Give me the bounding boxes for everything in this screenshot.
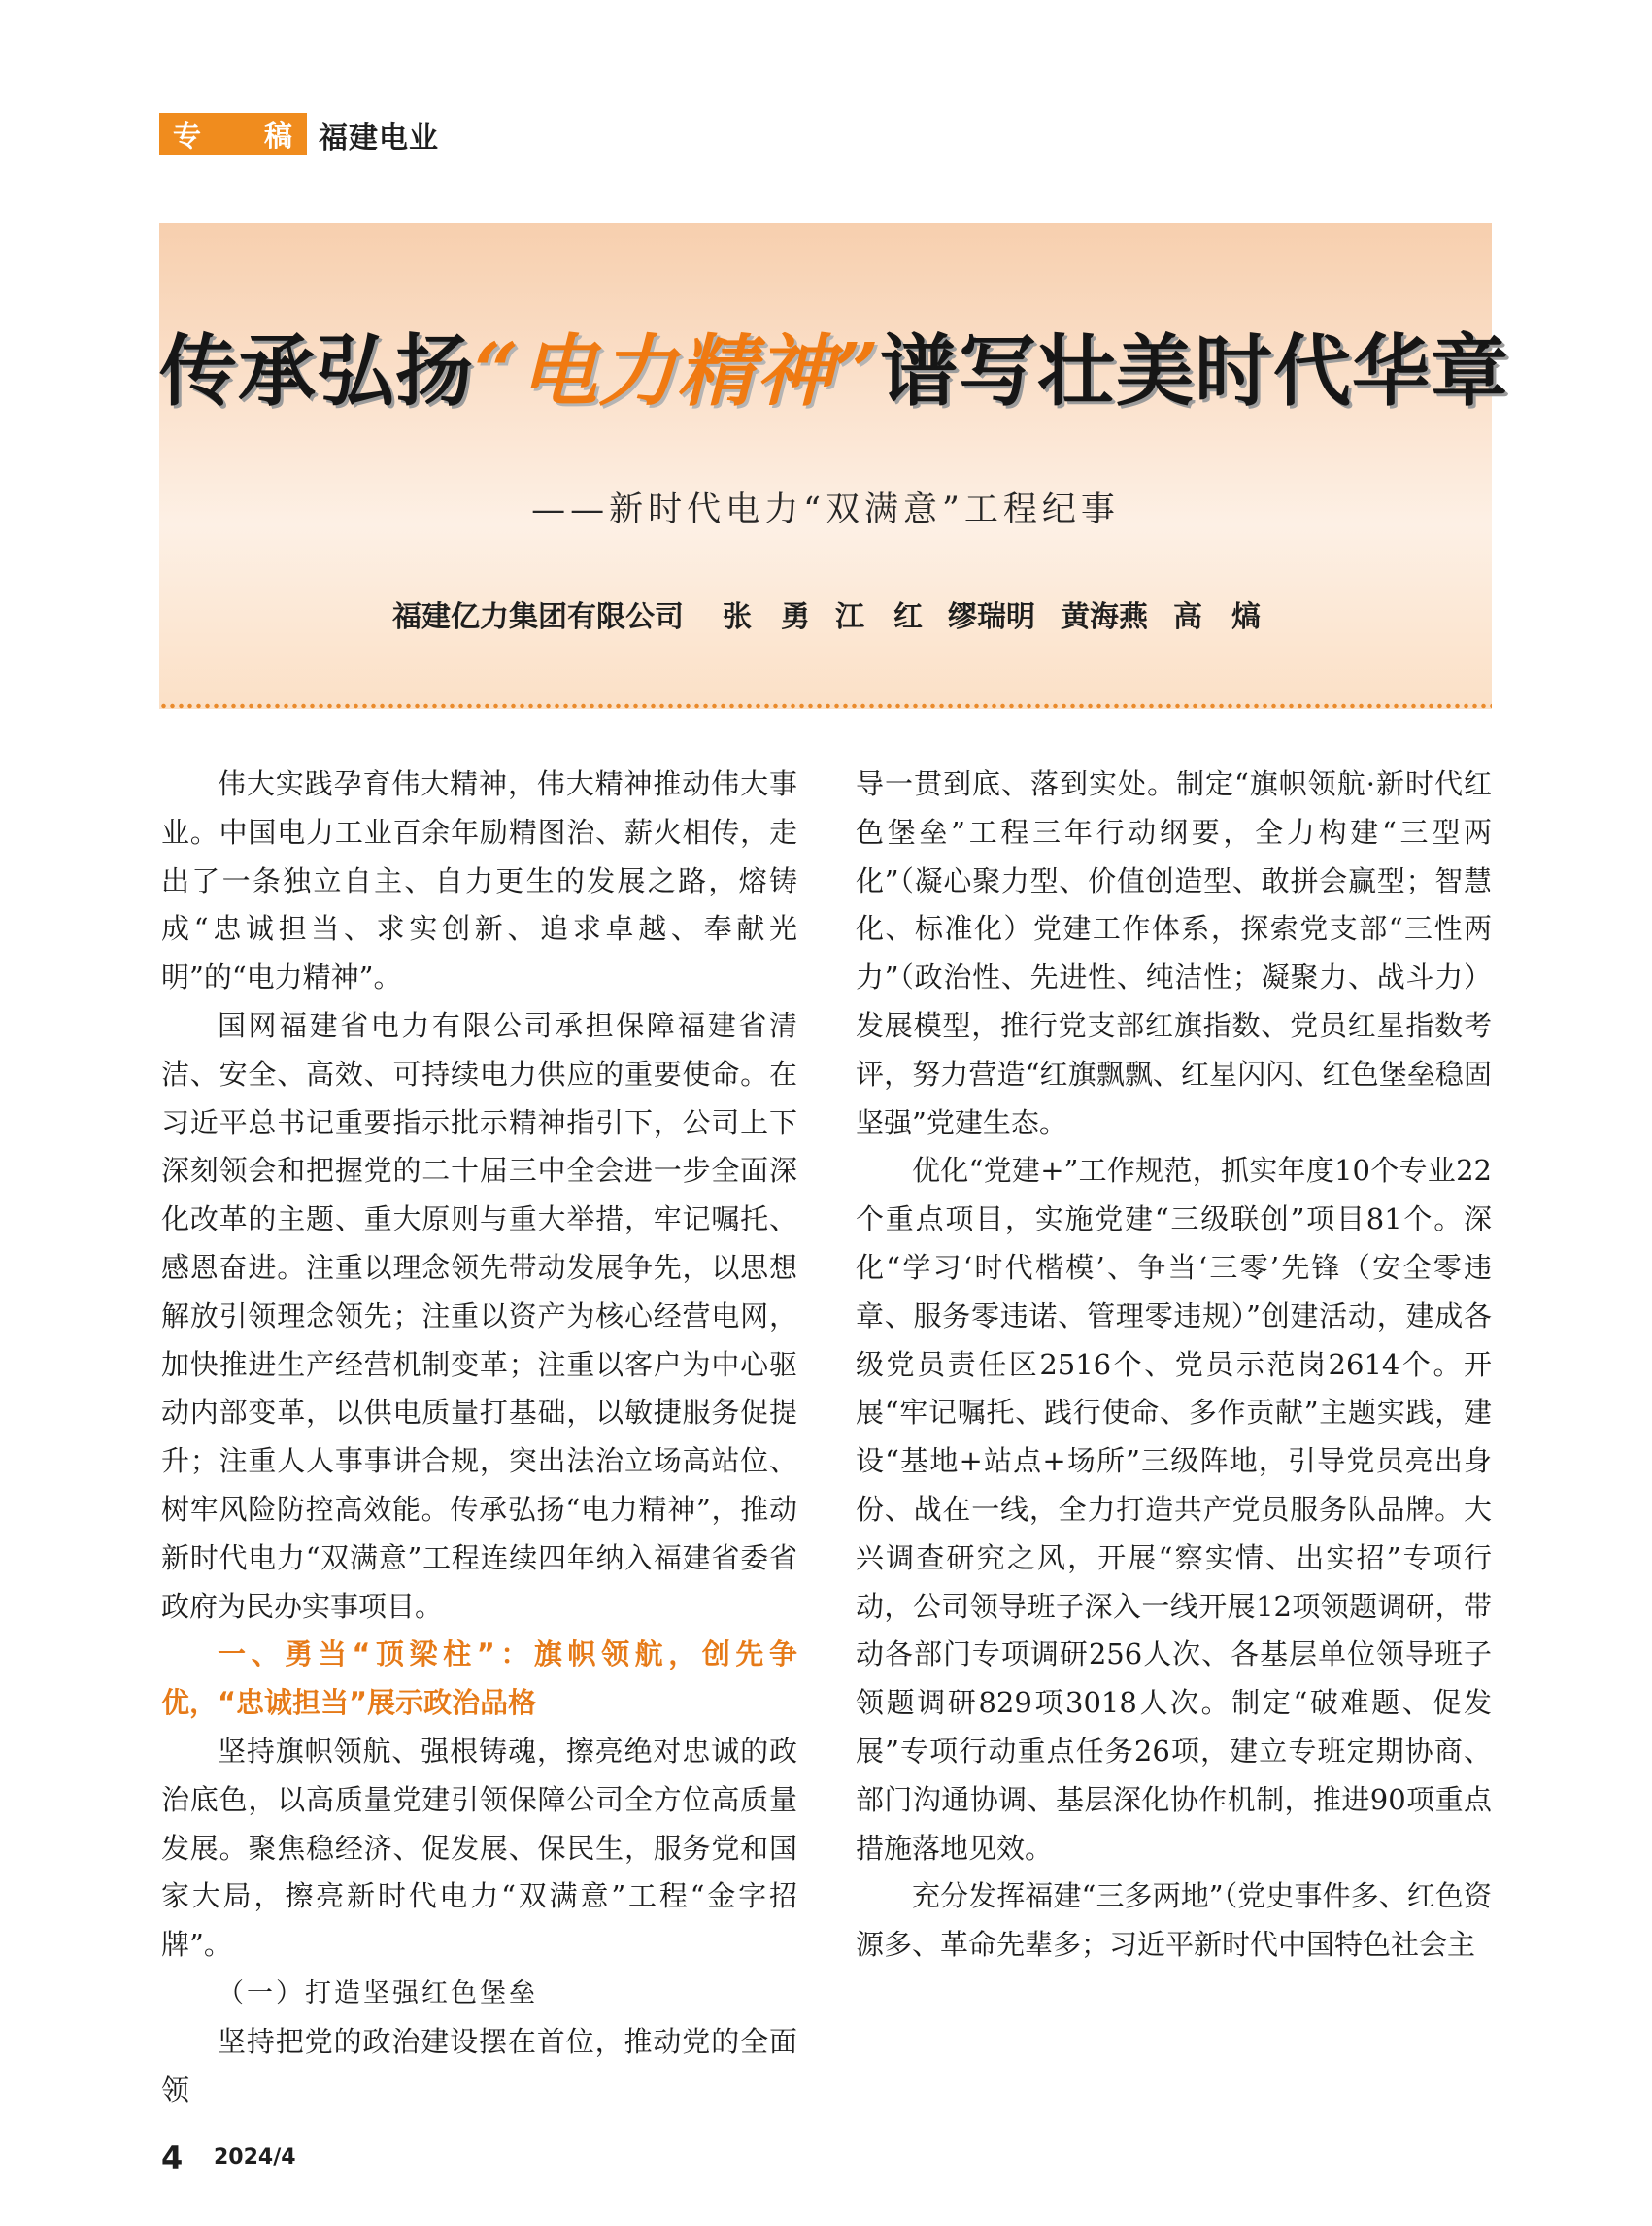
paragraph: 国网福建省电力有限公司承担保障福建省清洁、安全、高效、可持续电力供应的重要使命。在习近平总书记重要指示批示精神指引下，公司上下深刻领会和把握党的二十届三中全会进一步全面深化改革的主题、重大原则与重大举措，牢记嘱托、感恩奋进。注重以理念领先带动发展争先，以思想解放引领理念领先；注重以资产为核心经营电网，加快推进生产经营机制变革；注重以客户为中心驱动内部变革，以供电质量打基础，以敏捷服务促提升；注重人人事事讲合规，突出法治立场高站位、树牢风险防控高效能。传承弘扬“电力精神”，推动新时代电力“双满意”工程连续四年纳入福建省委省政府为民办实事项目。 xyxy=(161,1008,797,1623)
title-quote-close: ” xyxy=(834,325,881,417)
article-subtitle: ——新时代电力“双满意”工程纪事 xyxy=(531,490,1120,529)
issue-label: 2024/4 xyxy=(214,2145,296,2170)
magazine-name: 福建电业 xyxy=(319,121,439,155)
title-highlight: 电力精神 xyxy=(520,325,835,417)
author-name: 黄海燕 xyxy=(1061,600,1148,634)
article-title xyxy=(159,309,1510,421)
body-column-left xyxy=(161,760,797,2114)
dotted-divider xyxy=(159,703,1492,709)
author-name: 缪瑞明 xyxy=(948,600,1035,634)
author-name: 高 熇 xyxy=(1173,600,1261,634)
section-heading: 一、勇当“顶梁柱”：旗帜领航，创先争优，“忠诚担当”展示政治品格 xyxy=(161,1637,797,1720)
title-banner xyxy=(159,223,1510,709)
section-tag-char-2: 稿 xyxy=(264,118,293,152)
page-number: 4 xyxy=(161,2140,184,2176)
title-after: 谱写壮美时代华章 xyxy=(880,326,1510,417)
paragraph: 伟大实践孕育伟大精神，伟大精神推动伟大事业。中国电力工业百余年励精图治、薪火相传，走出了一条独立自主、自力更生的发展之路，熔铸成“忠诚担当、求实创新、追求卓越、奉献光明”的“电力精神”。 xyxy=(161,767,797,995)
paragraph: 坚持旗帜领航、强根铸魂，擦亮绝对忠诚的政治底色，以高质量党建引领保障公司全方位高质量发展。聚焦稳经济、促发展、保民生，服务党和国家大局，擦亮新时代电力“双满意”工程“金字招牌”。 xyxy=(161,1734,797,1962)
title-quote-open: “ xyxy=(474,325,521,417)
paragraph: 充分发挥福建“三多两地”（党史事件多、红色资源多、革命先辈多；习近平新时代中国特色社会主 xyxy=(856,1879,1492,1962)
byline xyxy=(392,592,1261,635)
section-tag-char-1: 专 xyxy=(173,118,202,152)
author-name: 张 勇 xyxy=(723,600,810,634)
paragraph: 坚持把党的政治建设摆在首位，推动党的全面领 xyxy=(161,2024,797,2107)
title-before: 传承弘扬 xyxy=(159,326,474,417)
subsection-heading: （一）打造坚强红色堡垒 xyxy=(218,1977,538,2008)
paragraph-continued: 导一贯到底、落到实处。制定“旗帜领航·新时代红色堡垒”工程三年行动纲要，全力构建“三型两化”（凝心聚力型、价值创造型、敢拼会赢型；智慧化、标准化）党建工作体系，探索党支部“三性两力”（政治性、先进性、纯洁性；凝聚力、战斗力）发展模型，推行党支部红旗指数、党员红星指数考评，努力营造“红旗飘飘、红星闪闪、红色堡垒稳固坚强”党建生态。 xyxy=(856,767,1492,1139)
author-name: 江 红 xyxy=(835,600,923,634)
body-column-right xyxy=(856,760,1492,1970)
author-organization: 福建亿力集团有限公司 xyxy=(392,600,684,634)
paragraph: 优化“党建+”工作规范，抓实年度10个专业22个重点项目，实施党建“三级联创”项目81个。深化“学习‘时代楷模’、争当‘三零’先锋（安全零违章、服务零违诺、管理零违规）”创建活动，建成各级党员责任区2516个、党员示范岗2614个。开展“牢记嘱托、践行使命、多作贡献”主题实践，建设“基地+站点+场所”三级阵地，引导党员亮出身份、战在一线，全力打造共产党员服务队品牌。大兴调查研究之风，开展“察实情、出实招”专项行动，公司领导班子深入一线开展12项领题调研，带动各部门专项调研256人次、各基层单位领导班子领题调研829项3018人次。制定“破难题、促发展”专项行动重点任务26项，建立专班定期协商、部门沟通协调、基层深化协作机制，推进90项重点措施落地见效。 xyxy=(856,1154,1492,1865)
section-tag xyxy=(159,113,307,155)
